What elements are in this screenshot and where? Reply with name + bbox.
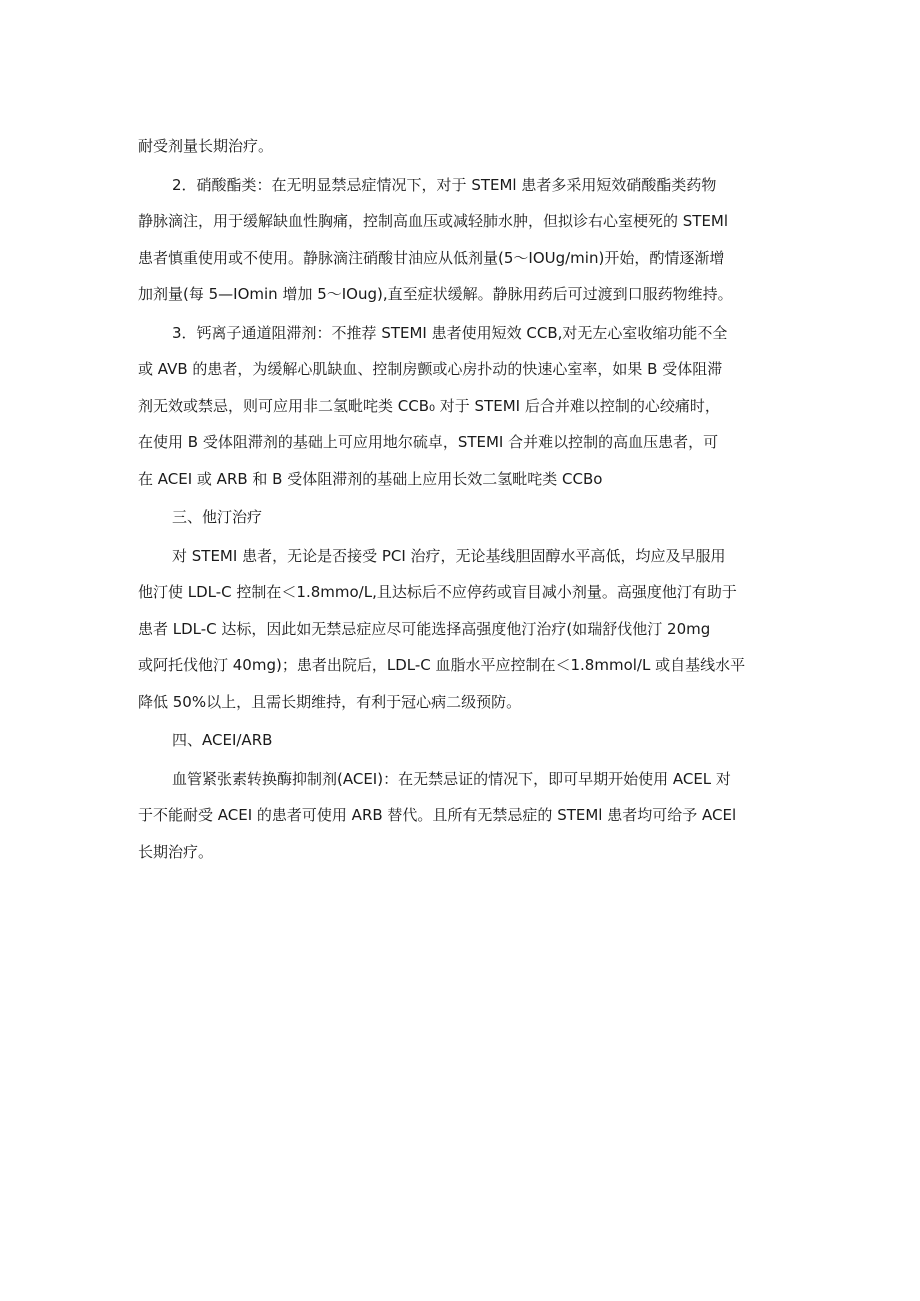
text-line: 静脉滴注，用于缓解缺血性胸痛，控制高血压或减轻肺水肿，但拟诊右心室梗死的 STEMl [138, 212, 729, 230]
section-heading-statin: 三、他汀治疗 [172, 508, 263, 526]
text-line: 他汀使 LDL-C 控制在＜1.8mmo∕L,且达标后不应停药或盲目减小剂量。高强度他汀有助于 [138, 583, 737, 601]
text-line: 对 STEMI 患者，无论是否接受 PCI 治疗，无论基线胆固醇水平高低，均应及早服用 [172, 546, 726, 565]
text-line: 在 ACEI 或 ARB 和 B 受体阻滞剂的基础上应用长效二氢毗咤类 CCBo [138, 469, 603, 488]
paragraph-nitrates [138, 167, 788, 313]
paragraph-statin [138, 538, 788, 721]
paragraph-acei [138, 761, 788, 871]
text-line: 长期治疗。 [138, 842, 214, 861]
text-line: 患者慎重使用或不使用。静脉滴注硝酸甘油应从低剂量(5～IOUg∕min)开始，酌情逐渐增 [138, 248, 725, 267]
section-heading-acei-arb: 四、ACEI/ARB [172, 731, 273, 749]
text-line: 患者 LDL-C 达标，因此如无禁忌症应尽可能选择高强度他汀治疗(如瑞舒伐他汀 20mg [138, 619, 711, 638]
text-line: 剂无效或禁忌，则可应用非二氢毗咤类 CCB₀ 对于 STEMI 后合并难以控制的心绞痛时， [138, 396, 720, 415]
text-line: 血管紧张素转换酶抑制剂(ACEI)：在无禁忌证的情况下，即可早期开始使用 ACEL 对 [172, 769, 731, 788]
text-line: 2．硝酸酯类：在无明显禁忌症情况下，对于 STEMl 患者多采用短效硝酸酯类药物 [172, 175, 717, 194]
text-line: 加剂量(每 5—IOmin 增加 5～IOug),直至症状缓解。静脉用药后可过渡到口服药物维持。 [138, 285, 733, 303]
paragraph-ccb [138, 315, 788, 498]
text-line: 在使用 B 受体阻滞剂的基础上可应用地尔硫卓，STEMI 合并难以控制的高血压患者，可 [138, 433, 719, 451]
text-line: 于不能耐受 ACEI 的患者可使用 ARB 替代。且所有无禁忌症的 STEMl 患者均可给予 ACEl [138, 806, 737, 824]
text-line: 耐受剂量长期治疗。 [138, 137, 274, 155]
document-page [138, 128, 788, 870]
text-line: 或 AVB 的患者，为缓解心肌缺血、控制房颤或心房扑动的快速心室率，如果 B 受体阻滞 [138, 360, 723, 378]
paragraph-continuation [138, 128, 788, 165]
text-line: 3．钙离子通道阻滞剂：不推荐 STEMI 患者使用短效 CCB,对无左心室收缩功能不全 [172, 323, 728, 342]
text-line: 或阿托伐他汀 40mg)；患者出院后，LDL-C 血脂水平应控制在＜1.8mmol∕L 或自基线水平 [138, 656, 746, 674]
text-line: 降低 50%以上，且需长期维持，有利于冠心病二级预防。 [138, 692, 522, 711]
